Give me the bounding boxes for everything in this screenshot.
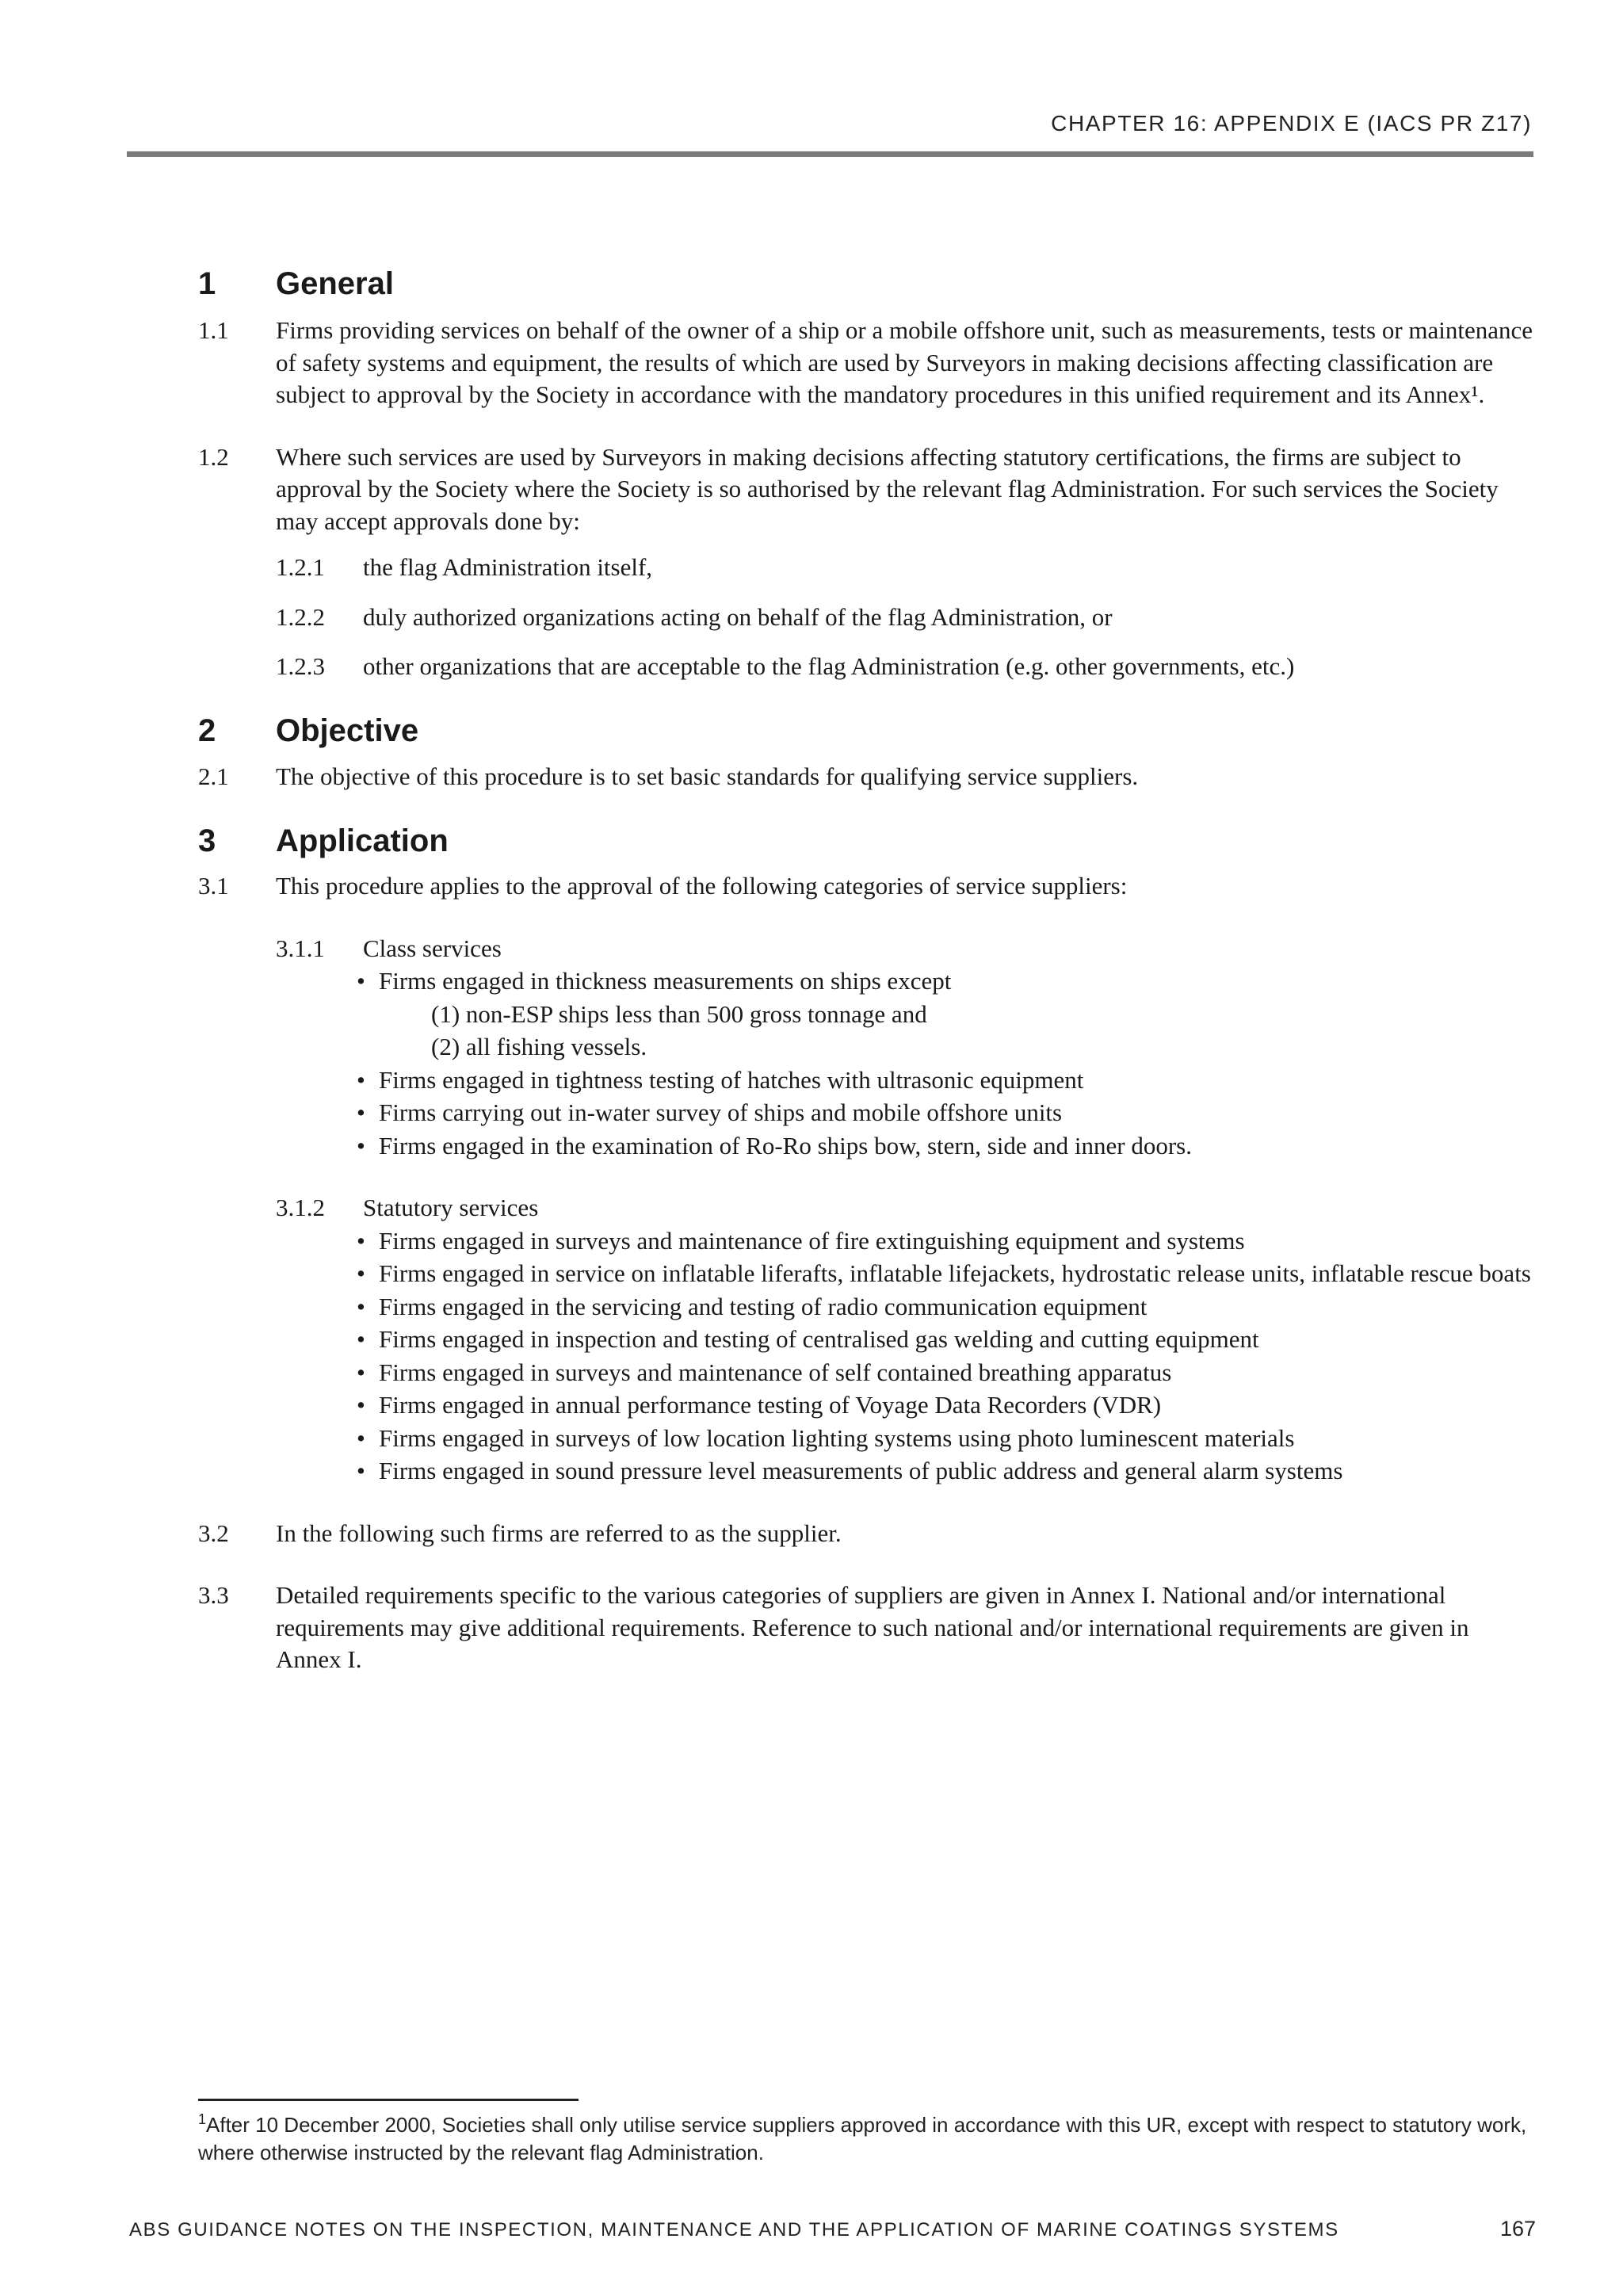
exception-item: (1) non-ESP ships less than 500 gross tonnage and: [431, 999, 927, 1028]
paragraph-text: Firms providing services on behalf of the owner of a ship or a mobile offshore unit, such as measurements, tests or maintenance of safety systems and equipment, the results of which are used by Surveyors in making decisions affecting classification are subject to approval by the Society in accordance with the mandatory procedures in this unified requirement and its Annex¹.: [276, 316, 1533, 408]
list-item: • Firms engaged in surveys and maintenance of fire extinguishing equipment and systems: [357, 1224, 1537, 1258]
subparagraph-number: 1.2.2: [276, 602, 325, 631]
subparagraph-number: 3.1.2: [276, 1194, 325, 1221]
paragraph-number: 1.2: [198, 442, 229, 471]
paragraph-1-2: [198, 441, 1537, 538]
paragraph-3-2: [198, 1518, 1537, 1550]
subparagraph-text: other organizations that are acceptable to the flag Administration (e.g. other governments, etc.): [363, 652, 1295, 680]
subparagraph-3-1-2: [198, 1192, 1537, 1224]
section-title: Application: [276, 823, 449, 858]
exception-item: (2) all fishing vessels.: [431, 1033, 647, 1060]
paragraph-number: 3.2: [198, 1519, 229, 1547]
subparagraph-number: 3.1.1: [276, 934, 325, 962]
list-item: • Firms engaged in the servicing and testing of radio communication equipment: [357, 1290, 1537, 1324]
running-header: CHAPTER 16: APPENDIX E (IACS PR Z17): [1051, 111, 1532, 136]
section-title: Objective: [276, 713, 419, 748]
subparagraph-1-2-2: [198, 602, 1537, 634]
paragraph-text: The objective of this procedure is to set basic standards for qualifying service suppliers.: [276, 762, 1139, 790]
footnote-rule: [198, 2099, 579, 2101]
paragraph-number: 3.1: [198, 872, 229, 900]
subparagraph-text: the flag Administration itself,: [363, 553, 653, 581]
list-item: • Firms engaged in annual performance testing of Voyage Data Recorders (VDR): [357, 1389, 1537, 1422]
page-number: 167: [1499, 2217, 1536, 2241]
subparagraph-1-2-3: [198, 651, 1537, 683]
list-item: • Firms engaged in surveys and maintenance of self contained breathing apparatus: [357, 1356, 1537, 1389]
document-body: [198, 262, 1537, 1676]
footnote-mark: 1: [198, 2111, 207, 2127]
running-footer: ABS GUIDANCE NOTES ON THE INSPECTION, MAINTENANCE AND THE APPLICATION OF MARINE COATINGS SYSTEMS: [129, 2219, 1339, 2241]
list-item: • Firms engaged in surveys of low location lighting systems using photo luminescent materials: [357, 1422, 1537, 1455]
section-heading-1: [198, 262, 1537, 305]
section-heading-2: [198, 710, 1537, 753]
list-item: • Firms engaged in tightness testing of hatches with ultrasonic equipment: [357, 1064, 1537, 1097]
section-number: 1: [198, 266, 216, 301]
paragraph-1-1: [198, 315, 1537, 411]
list-item: • Firms carrying out in-water survey of ships and mobile offshore units: [357, 1096, 1537, 1129]
header-rule: [127, 151, 1533, 157]
list-item: • Firms engaged in sound pressure level measurements of public address and general alarm systems: [357, 1454, 1537, 1488]
section-heading-3: [198, 819, 1537, 862]
paragraph-number: 2.1: [198, 762, 229, 790]
paragraph-text: Where such services are used by Surveyors in making decisions affecting statutory certifications, the firms are subject to approval by the Society where the Society is so authorised by the relevant flag Administration. For such services the Society may accept approvals done by:: [276, 442, 1499, 535]
list-item: • Firms engaged in service on inflatable liferafts, inflatable lifejackets, hydrostatic release units, inflatable rescue boats: [357, 1257, 1537, 1290]
list-item: • Firms engaged in thickness measurements on ships except (1) non-ESP ships less than 500 gross tonnage and (2) all fishing vessels.: [357, 965, 1537, 1064]
paragraph-number: 3.3: [198, 1581, 229, 1609]
subparagraph-1-2-1: [198, 552, 1537, 584]
paragraph-text: This procedure applies to the approval of the following categories of service suppliers:: [276, 872, 1128, 900]
subparagraph-number: 1.2.3: [276, 652, 325, 680]
class-services-list: [198, 965, 1537, 1162]
footnote-text: After 10 December 2000, Societies shall only utilise service suppliers approved in accordance with this UR, except with respect to statutory work, where otherwise instructed by the relevant flag Administration.: [198, 2113, 1527, 2164]
paragraph-number: 1.1: [198, 316, 229, 344]
footnote: [198, 2112, 1537, 2165]
section-number: 3: [198, 823, 216, 858]
section-title: General: [276, 266, 394, 301]
paragraph-3-1: [198, 870, 1537, 903]
subparagraph-3-1-1: [198, 933, 1537, 965]
section-number: 2: [198, 713, 216, 748]
subparagraph-text: Class services: [363, 934, 502, 962]
paragraph-text: In the following such firms are referred to as the supplier.: [276, 1519, 842, 1547]
subparagraph-text: duly authorized organizations acting on behalf of the flag Administration, or: [363, 602, 1113, 631]
paragraph-text: Detailed requirements specific to the various categories of suppliers are given in Annex I. National and/or international requirements may give additional requirements. Reference to such national and/or international requirements are given in Annex I.: [276, 1581, 1469, 1673]
statutory-services-list: [198, 1224, 1537, 1488]
paragraph-2-1: [198, 761, 1537, 793]
list-item: • Firms engaged in inspection and testing of centralised gas welding and cutting equipment: [357, 1323, 1537, 1356]
subparagraph-text: Statutory services: [363, 1194, 539, 1221]
list-item: • Firms engaged in the examination of Ro-Ro ships bow, stern, side and inner doors.: [357, 1129, 1537, 1163]
paragraph-3-3: [198, 1580, 1537, 1676]
subparagraph-number: 1.2.1: [276, 553, 325, 581]
